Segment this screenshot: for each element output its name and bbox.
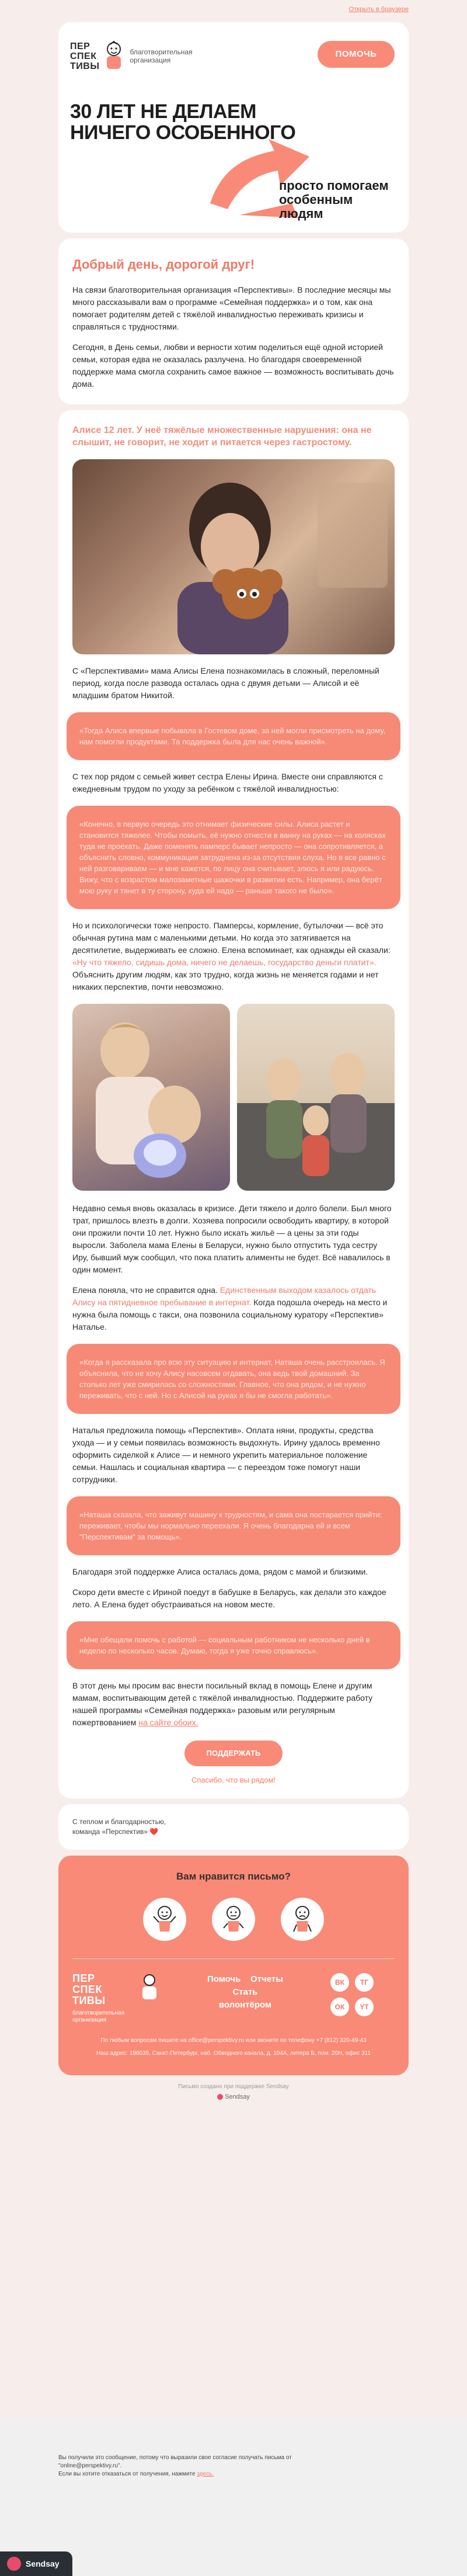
story-paragraph: В этот день мы просим вас внести посильный вклад в помощь Елене и другим мамам, воспитывающим детей с тяжёлой инвалидностью. Поддержите работу нашей программы «Семейная поддержка» разовым или регулярным пожертвованием на сайте обоих. — [72, 1681, 373, 1727]
photo-pair — [72, 1004, 395, 1191]
quote-block: «Конечно, в первую очередь это отнимает физические силы. Алиса растет и становится тяжелее. Чтобы помыть, её нужно отнести в ванну на руках — на колясках туда не проехать. Даже поменять памперс бывает непросто — она сопротивляется, а объяснить словно, коммуникация затруднена из-за отсутствия слуха. Но в все равно с ней разговариваем — и мне кажется, по лицу она считывает, злюсь я или радуюсь. Вижу, что с возрастом малозаметные шажочки в развитии есть. Например, она берёт мою руку и тянет в ту сторону, куда ей надо — раньше такого не было». — [67, 806, 400, 909]
sendsay-icon — [217, 2094, 223, 2100]
logo-subtitle: благотворительная организация — [130, 48, 193, 64]
sendsay-mini-logo[interactable]: Sendsay — [58, 2093, 409, 2100]
footer-link-volunteer[interactable]: Стать волонтёром — [218, 1987, 272, 2010]
support-button[interactable]: ПОДДЕРЖАТЬ — [184, 1741, 283, 1766]
feedback-neutral-face-icon[interactable] — [212, 1898, 255, 1941]
greeting-title: Добрый день, дорогой друг! — [72, 257, 255, 272]
greeting-paragraph: На связи благотворительная организация «Перспективы». В последние месяцы мы много рассказывали вам о программе «Семейная поддержка» и о том, как она помогает родителям детей с тяжёлой инвалидностью переживать кризисы и справляться с трудностями. — [72, 285, 391, 331]
quote-block: «Наташа сказала, что заживут машину к трудностям, и сама она постарается прийти: переживает, чтобы мы нормально переехали. Я очень благодарна ей и всем "Перспективам" за помощь». — [67, 1496, 400, 1555]
sendsay-logo-icon — [7, 2557, 21, 2571]
legal-text: "online@perspektivy.ru". — [58, 2463, 122, 2469]
footer-link-reports[interactable]: Отчеты — [250, 1974, 284, 1984]
hero-subtitle: просто помогаем особенным людям — [279, 178, 389, 221]
greeting-paragraph: Сегодня, в День семьи, любви и верности хотим поделиться ещё одной историей семьи, которая едва не оказалась разлучена. Но благодаря своевременной поддержке мама смогла сохранить самое важное — возможность воспитывать дочь дома. — [72, 342, 394, 389]
footer-links — [207, 1973, 283, 2012]
legal-text: Если вы хотите отказаться от получения, нажмите здесь. — [58, 2471, 214, 2477]
photo-girl-with-toy — [72, 459, 395, 654]
topbar — [58, 0, 409, 22]
unsubscribe-link[interactable]: здесь. — [197, 2471, 214, 2477]
footer-logo[interactable] — [72, 1973, 160, 2024]
thanks-text: Спасибо, что вы рядом! — [191, 1776, 276, 1784]
hero-title: 30 ЛЕТ НЕ ДЕЛАЕМ НИЧЕГО ОСОБЕННОГО — [70, 100, 296, 144]
logo-mascot-icon — [102, 41, 126, 71]
header-card — [58, 22, 409, 233]
email-container — [58, 0, 409, 2100]
photo-family-on-sofa — [237, 1004, 395, 1191]
signoff-team: команда «Перспектив» ❤️ — [72, 1828, 159, 1836]
signoff-card — [58, 1804, 409, 1850]
highlight-text: Единственным выходом казалось отдать Алису на пятидневное пребывание в интернат. — [72, 1285, 377, 1307]
vk-icon[interactable]: ВК — [330, 1973, 349, 1992]
story-paragraph: Скоро дети вместе с Ириной поедут в бабушке в Беларусь, как делали это каждое лето. А Елена будет обустраиваться на новом месте. — [72, 1587, 386, 1609]
story-paragraph: Наталья предложила помощь «Перспектив». Оплата няни, продукты, средства ухода — и у семьи появилась возможность выдохнуть. Ирину удалось временно оформить сиделкой к Алисе — и немного укрепить материальное положение семьи. Нашлась и социальная квартира — с переездом тоже помогут наши сотрудники. — [72, 1426, 380, 1484]
story-paragraph: Но и психологически тоже непросто. Памперсы, кормление, бутылочки — всё это обычная рутина мам с маленькими детьми. Но когда это затягивается на десятилетие, выдерживать ее сложно. Елена вспоминает, как однажды ей сказали: «Ну что тяжело, сидишь дома, ничего не делаешь, государство деньги платит». Объяснить другим людям, как это трудно, когда жизнь не меняется годами и нет никаких перспектив, почти невозможно. — [72, 921, 391, 991]
logo[interactable] — [70, 41, 194, 71]
photo-mother-and-daughter — [72, 1004, 230, 1191]
legal-text: Вы получили это сообщение, потому что выразили свое согласие получать письма от — [58, 2454, 292, 2461]
feedback-title: Вам нравится письмо? — [176, 1871, 291, 1882]
feedback-options — [72, 1898, 395, 1941]
footer-address: Наш адрес: 198035, Санкт-Петербург, наб. Обводного канала, д. 104А, литера Б, пом. 20Н, офис 311 — [96, 2050, 371, 2057]
footer — [58, 1856, 409, 2075]
footer-link-help[interactable]: Помочь — [207, 1974, 241, 1984]
story-title: Алисе 12 лет. У неё тяжёлые множественные нарушения: она не слышит, не говорит, не ходит и питается через гастростому. — [72, 425, 372, 448]
footer-contact: По любым вопросам пишите на office@perspektivy.ru или звоните по телефону +7 (812) 320-49-43 — [100, 2037, 367, 2044]
feedback-happy-face-icon[interactable] — [143, 1898, 186, 1941]
story-card — [58, 410, 409, 1798]
legal-footer — [0, 2418, 467, 2576]
signoff-line: С теплом и благодарностью, — [72, 1818, 166, 1826]
story-paragraph: С тех пор рядом с семьей живет сестра Елены Ирина. Вместе они справляются с ежедневным трудом по уходу за ребёнком с тяжёлой инвалидностью: — [72, 772, 383, 793]
greeting-card — [58, 238, 409, 404]
sendsay-credit: Письмо создано при поддержке Sendsay — [178, 2083, 289, 2090]
story-paragraph: Недавно семья вновь оказалась в кризисе. Дети тяжело и долго болели. Был много трат, пришлось влезть в долги. Хозяева попросили освободить квартиру, в которой они прожили почти 10 лет. Нужно было искать жильё — а цены за эти годы выросли. Заболела мама Елены в Беларуси, нужно было отпустить туда сестру Иру, бывший муж сообщил, что пока платить алименты не будет. Всё навалилось в один момент. — [72, 1204, 392, 1274]
story-paragraph: Елена поняла, что не справится одна. Единственным выходом казалось отдать Алису на пятидневное пребывание в интернат. Когда подошла очередь на место и нужна была помощь с такси, она позвонила социальному куратору «Перспектив» Наталье. — [72, 1285, 388, 1332]
highlight-quote: «Ну что тяжело, сидишь дома, ничего не делаешь, государство деньги платит». — [72, 958, 377, 967]
odnoklassniki-icon[interactable]: ОК — [330, 1998, 349, 2016]
footer-logo-text: ПЕР СПЕК ТИВЫ — [72, 1972, 106, 2006]
quote-block: «Тогда Алиса впервые побывала в Гостевом доме, за ней могли присмотреть на дому, нам помогли продуктами. Та поддержка была для нас очень важной». — [67, 712, 400, 760]
help-button[interactable]: ПОМОЧЬ — [318, 41, 395, 68]
footer-mascot-icon — [139, 1973, 160, 2002]
youtube-icon[interactable]: YT — [355, 1998, 374, 2016]
quote-block: «Когда я рассказала про всю эту ситуацию и интернат, Наташа очень расстроилась. Я объяснила, что не хочу Алису насовсем отдавать, она ведь твой домашний. За столько лет уже смирилась со сложностями. Главное, что она рядом, и не нужно переживать, что с ней. Но с Алисой на руках я бы не смогла работать». — [67, 1344, 400, 1414]
story-paragraph: Благодаря этой поддержке Алиса осталась дома, рядом с мамой и близкими. — [72, 1567, 368, 1576]
footer-logo-subtitle: благотворительная организация — [72, 2010, 125, 2023]
footer-divider — [72, 1958, 395, 1959]
open-in-browser-link[interactable]: Открыть в браузере — [348, 6, 409, 13]
sendsay-badge[interactable]: Sendsay — [0, 2551, 72, 2576]
quote-block: «Мне обещали помочь с работой — социальным работником не несколько дней в неделю по несколько часов. Думаю, тогда я уже точно справлюсь». — [67, 1621, 400, 1669]
telegram-icon[interactable]: ТГ — [355, 1973, 374, 1992]
social-links — [330, 1973, 395, 2016]
feedback-sad-face-icon[interactable] — [281, 1898, 324, 1941]
footer-grid — [72, 1973, 395, 2024]
logo-text: ПЕР СПЕК ТИВЫ — [70, 41, 100, 71]
donate-site-link[interactable]: на сайте обоих. — [138, 1718, 198, 1727]
story-paragraph: С «Перспективами» мама Алисы Елена познакомилась в сложный, переломный период, когда после развода осталась одна с двумя детьми — Алисой и её младшим братом Никитой. — [72, 666, 379, 700]
